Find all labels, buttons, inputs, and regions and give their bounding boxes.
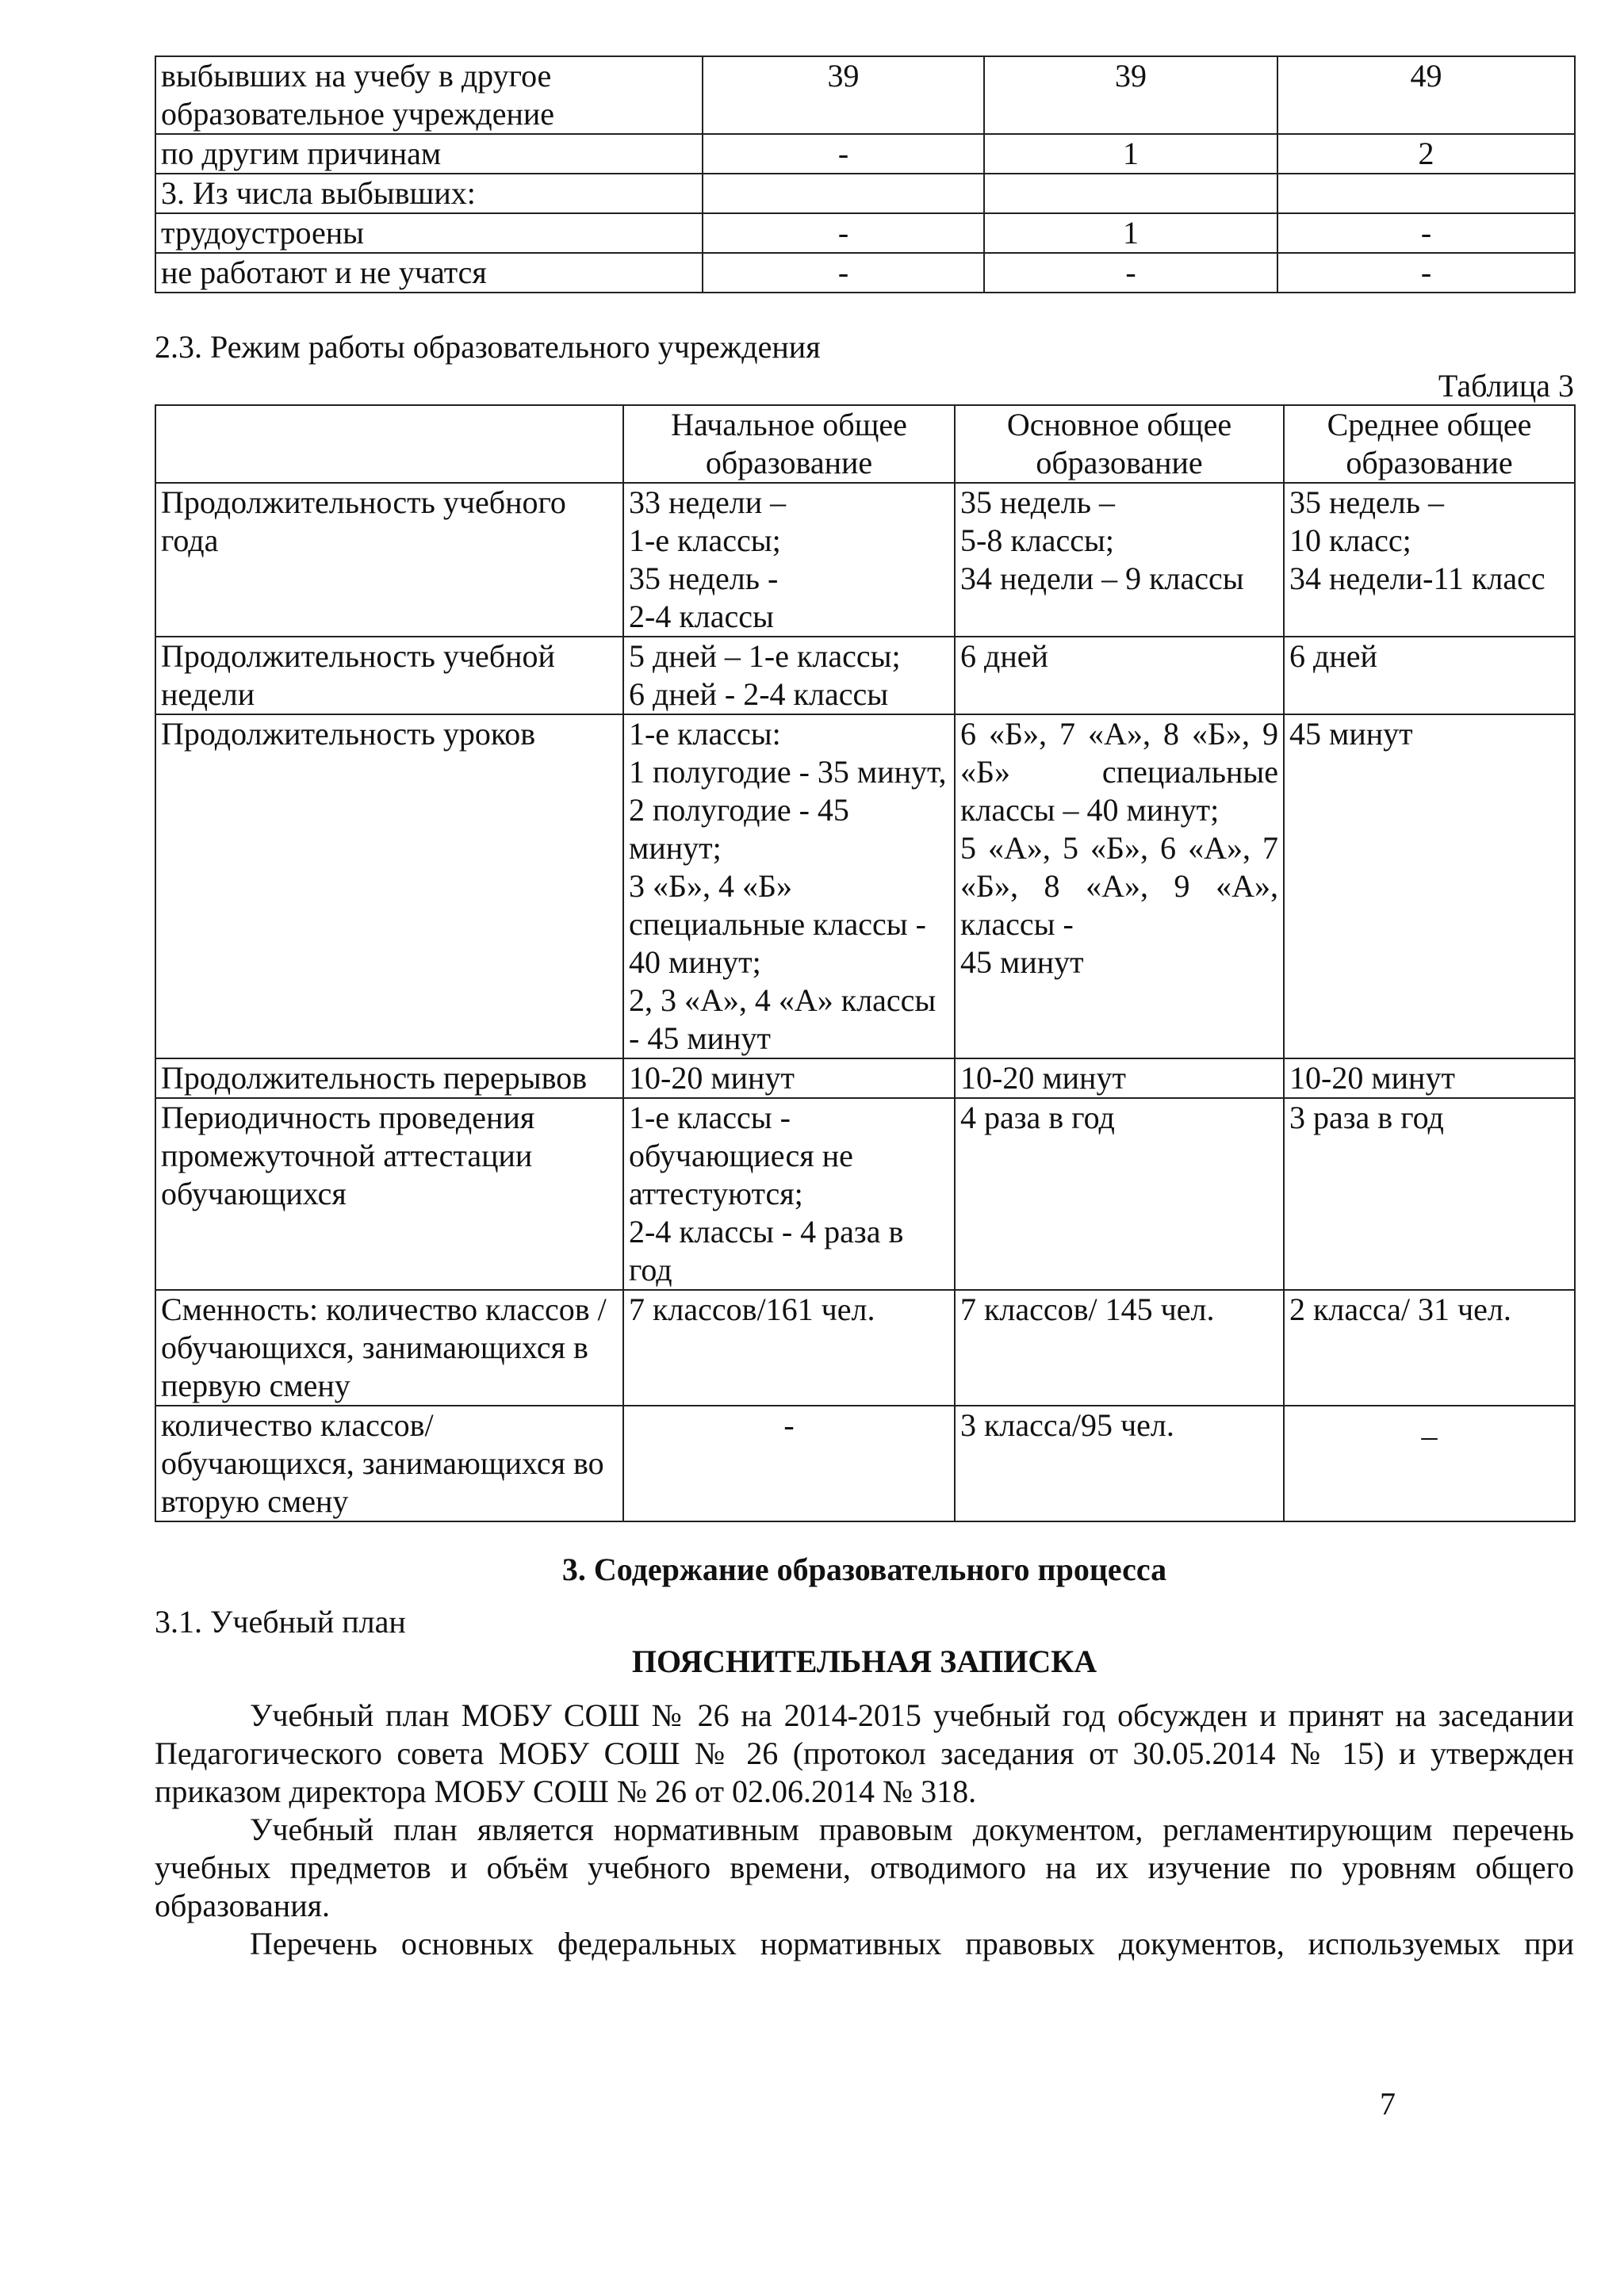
dropout-table-row	[155, 213, 1575, 253]
value-cell	[623, 1058, 955, 1098]
row-label: Периодичность проведения промежуточной аттестации обучающихся	[155, 1098, 623, 1290]
schedule-table-row	[155, 1406, 1575, 1521]
cell-text: -	[783, 1407, 795, 1443]
paragraph: Учебный план МОБУ СОШ № 26 на 2014-2015 учебный год обсужден и принят на заседании Педагогического совета МОБУ СОШ № 26 (протокол заседания от 30.05.2014 № 15) и утвержден приказом директора МОБУ СОШ № 26 от 02.06.2014 № 318.	[155, 1697, 1574, 1809]
cell-text: 1-е классы:	[629, 716, 781, 752]
row-label: трудоустроены	[155, 213, 703, 253]
value-cell: -	[703, 134, 984, 174]
dropout-table-row	[155, 253, 1575, 293]
schedule-table-body	[155, 483, 1575, 1521]
schedule-table-row	[155, 483, 1575, 637]
dropout-table-row	[155, 56, 1575, 134]
cell-text: 3 раза в год	[1289, 1100, 1444, 1135]
dropout-table-row	[155, 174, 1575, 213]
cell-text: 34 недели – 9 классы	[960, 561, 1244, 596]
value-cell	[955, 1406, 1284, 1521]
schedule-table-row	[155, 637, 1575, 714]
value-cell	[1284, 1406, 1575, 1521]
value-cell	[1284, 714, 1575, 1058]
cell-text: 4 раза в год	[960, 1100, 1115, 1135]
row-label: выбывших на учебу в другое образовательное учреждение	[155, 56, 703, 134]
cell-text: 3 класса/95 чел.	[960, 1407, 1174, 1443]
cell-text: 5-8 классы;	[960, 522, 1114, 558]
dropout-table-body	[155, 56, 1575, 293]
schedule-table	[155, 404, 1576, 1522]
value-cell	[623, 714, 955, 1058]
cell-text: 10 класс;	[1289, 522, 1411, 558]
explanatory-note-body	[155, 1697, 1574, 1963]
cell-text: 6 дней	[1289, 638, 1377, 674]
dropout-table	[155, 55, 1576, 293]
header-secondary: Среднее общее образование	[1284, 405, 1575, 483]
cell-text: 35 недель –	[1289, 484, 1444, 520]
cell-text: 10-20 минут	[960, 1060, 1126, 1096]
cell-text: 6 «Б», 7 «А», 8 «Б», 9 «Б» специальные классы – 40 минут;	[960, 716, 1278, 828]
value-cell: -	[703, 253, 984, 293]
cell-text: _	[1421, 1407, 1438, 1443]
explanatory-note-title: ПОЯСНИТЕЛЬНАЯ ЗАПИСКА	[631, 1644, 1097, 1679]
value-cell	[955, 714, 1284, 1058]
schedule-table-header	[155, 405, 1575, 483]
section-3-1-title: 3.1. Учебный план	[155, 1604, 406, 1640]
row-label: Продолжительность учебного года	[155, 483, 623, 637]
cell-text: 5 «А», 5 «Б», 6 «А», 7 «Б», 8 «А», 9 «А», классы -	[960, 830, 1278, 942]
cell-text: 1-е классы - обучающиеся не аттестуются;	[629, 1100, 853, 1211]
row-label: по другим причинам	[155, 134, 703, 174]
value-cell	[955, 1290, 1284, 1406]
value-cell: -	[1277, 253, 1575, 293]
value-cell: -	[703, 213, 984, 253]
row-label: 3. Из числа выбывших:	[155, 174, 703, 213]
section-3-title: 3. Содержание образовательного процесса	[561, 1552, 1167, 1587]
value-cell	[623, 1406, 955, 1521]
cell-text: 45 минут	[960, 944, 1084, 980]
header-basic: Основное общее образование	[955, 405, 1284, 483]
value-cell	[703, 174, 984, 213]
cell-text: 3 «Б», 4 «Б» специальные классы - 40 минут;	[629, 868, 926, 980]
value-cell: 49	[1277, 56, 1575, 134]
paragraph: Учебный план является нормативным правовым документом, регламентирующим перечень учебных предметов и объём учебного времени, отводимого на их изучение по уровням общего образования.	[155, 1812, 1574, 1923]
value-cell	[955, 637, 1284, 714]
section-2-3-title: 2.3. Режим работы образовательного учреждения	[155, 329, 821, 365]
cell-text: 2 класса/ 31 чел.	[1289, 1292, 1511, 1327]
cell-text: 2-4 классы	[629, 599, 774, 634]
row-label: Продолжительность перерывов	[155, 1058, 623, 1098]
document-page	[155, 55, 1574, 1963]
value-cell	[1284, 1290, 1575, 1406]
cell-text: 1-е классы;	[629, 522, 781, 558]
cell-text: 7 классов/ 145 чел.	[960, 1292, 1215, 1327]
cell-text: 6 дней	[960, 638, 1048, 674]
value-cell	[623, 1290, 955, 1406]
value-cell	[1277, 174, 1575, 213]
header-empty	[155, 405, 623, 483]
schedule-table-row	[155, 1290, 1575, 1406]
row-label: Продолжительность уроков	[155, 714, 623, 1058]
value-cell: 39	[984, 56, 1277, 134]
cell-text: 35 недель -	[629, 561, 779, 596]
row-label: количество классов/ обучающихся, занимающихся во вторую смену	[155, 1406, 623, 1521]
value-cell	[623, 1098, 955, 1290]
cell-text: 45 минут	[1289, 716, 1413, 752]
cell-text: 7 классов/161 чел.	[629, 1292, 875, 1327]
dropout-table-row	[155, 134, 1575, 174]
paragraph: Перечень основных федеральных нормативных правовых документов, используемых при	[250, 1926, 1574, 1961]
cell-text: 1 полугодие - 35 минут, 2 полугодие - 45 минут;	[629, 754, 947, 866]
value-cell: 2	[1277, 134, 1575, 174]
value-cell	[1284, 1098, 1575, 1290]
row-label: не работают и не учатся	[155, 253, 703, 293]
value-cell	[623, 637, 955, 714]
value-cell	[955, 1098, 1284, 1290]
cell-text: 35 недель –	[960, 484, 1115, 520]
table-3-caption: Таблица 3	[1438, 368, 1574, 404]
cell-text: 6 дней - 2-4 классы	[629, 676, 889, 712]
header-primary: Начальное общее образование	[623, 405, 955, 483]
cell-text: 2-4 классы - 4 раза в год	[629, 1214, 904, 1288]
value-cell	[1284, 483, 1575, 637]
value-cell: -	[1277, 213, 1575, 253]
value-cell: 1	[984, 134, 1277, 174]
schedule-table-row	[155, 714, 1575, 1058]
row-label: Продолжительность учебной недели	[155, 637, 623, 714]
cell-text: 2, 3 «А», 4 «А» классы - 45 минут	[629, 982, 936, 1056]
cell-text: 10-20 минут	[1289, 1060, 1455, 1096]
value-cell: 1	[984, 213, 1277, 253]
value-cell: -	[984, 253, 1277, 293]
value-cell	[955, 483, 1284, 637]
cell-text: 34 недели-11 класс	[1289, 561, 1545, 596]
page-number: 7	[1380, 2086, 1396, 2122]
value-cell: 39	[703, 56, 984, 134]
value-cell	[1284, 1058, 1575, 1098]
cell-text: 10-20 минут	[629, 1060, 795, 1096]
schedule-table-row	[155, 1098, 1575, 1290]
cell-text: 5 дней – 1-е классы;	[629, 638, 901, 674]
value-cell	[1284, 637, 1575, 714]
row-label: Сменность: количество классов / обучающихся, занимающихся в первую смену	[155, 1290, 623, 1406]
value-cell	[955, 1058, 1284, 1098]
value-cell	[984, 174, 1277, 213]
value-cell	[623, 483, 955, 637]
schedule-table-row	[155, 1058, 1575, 1098]
cell-text: 33 недели –	[629, 484, 787, 520]
